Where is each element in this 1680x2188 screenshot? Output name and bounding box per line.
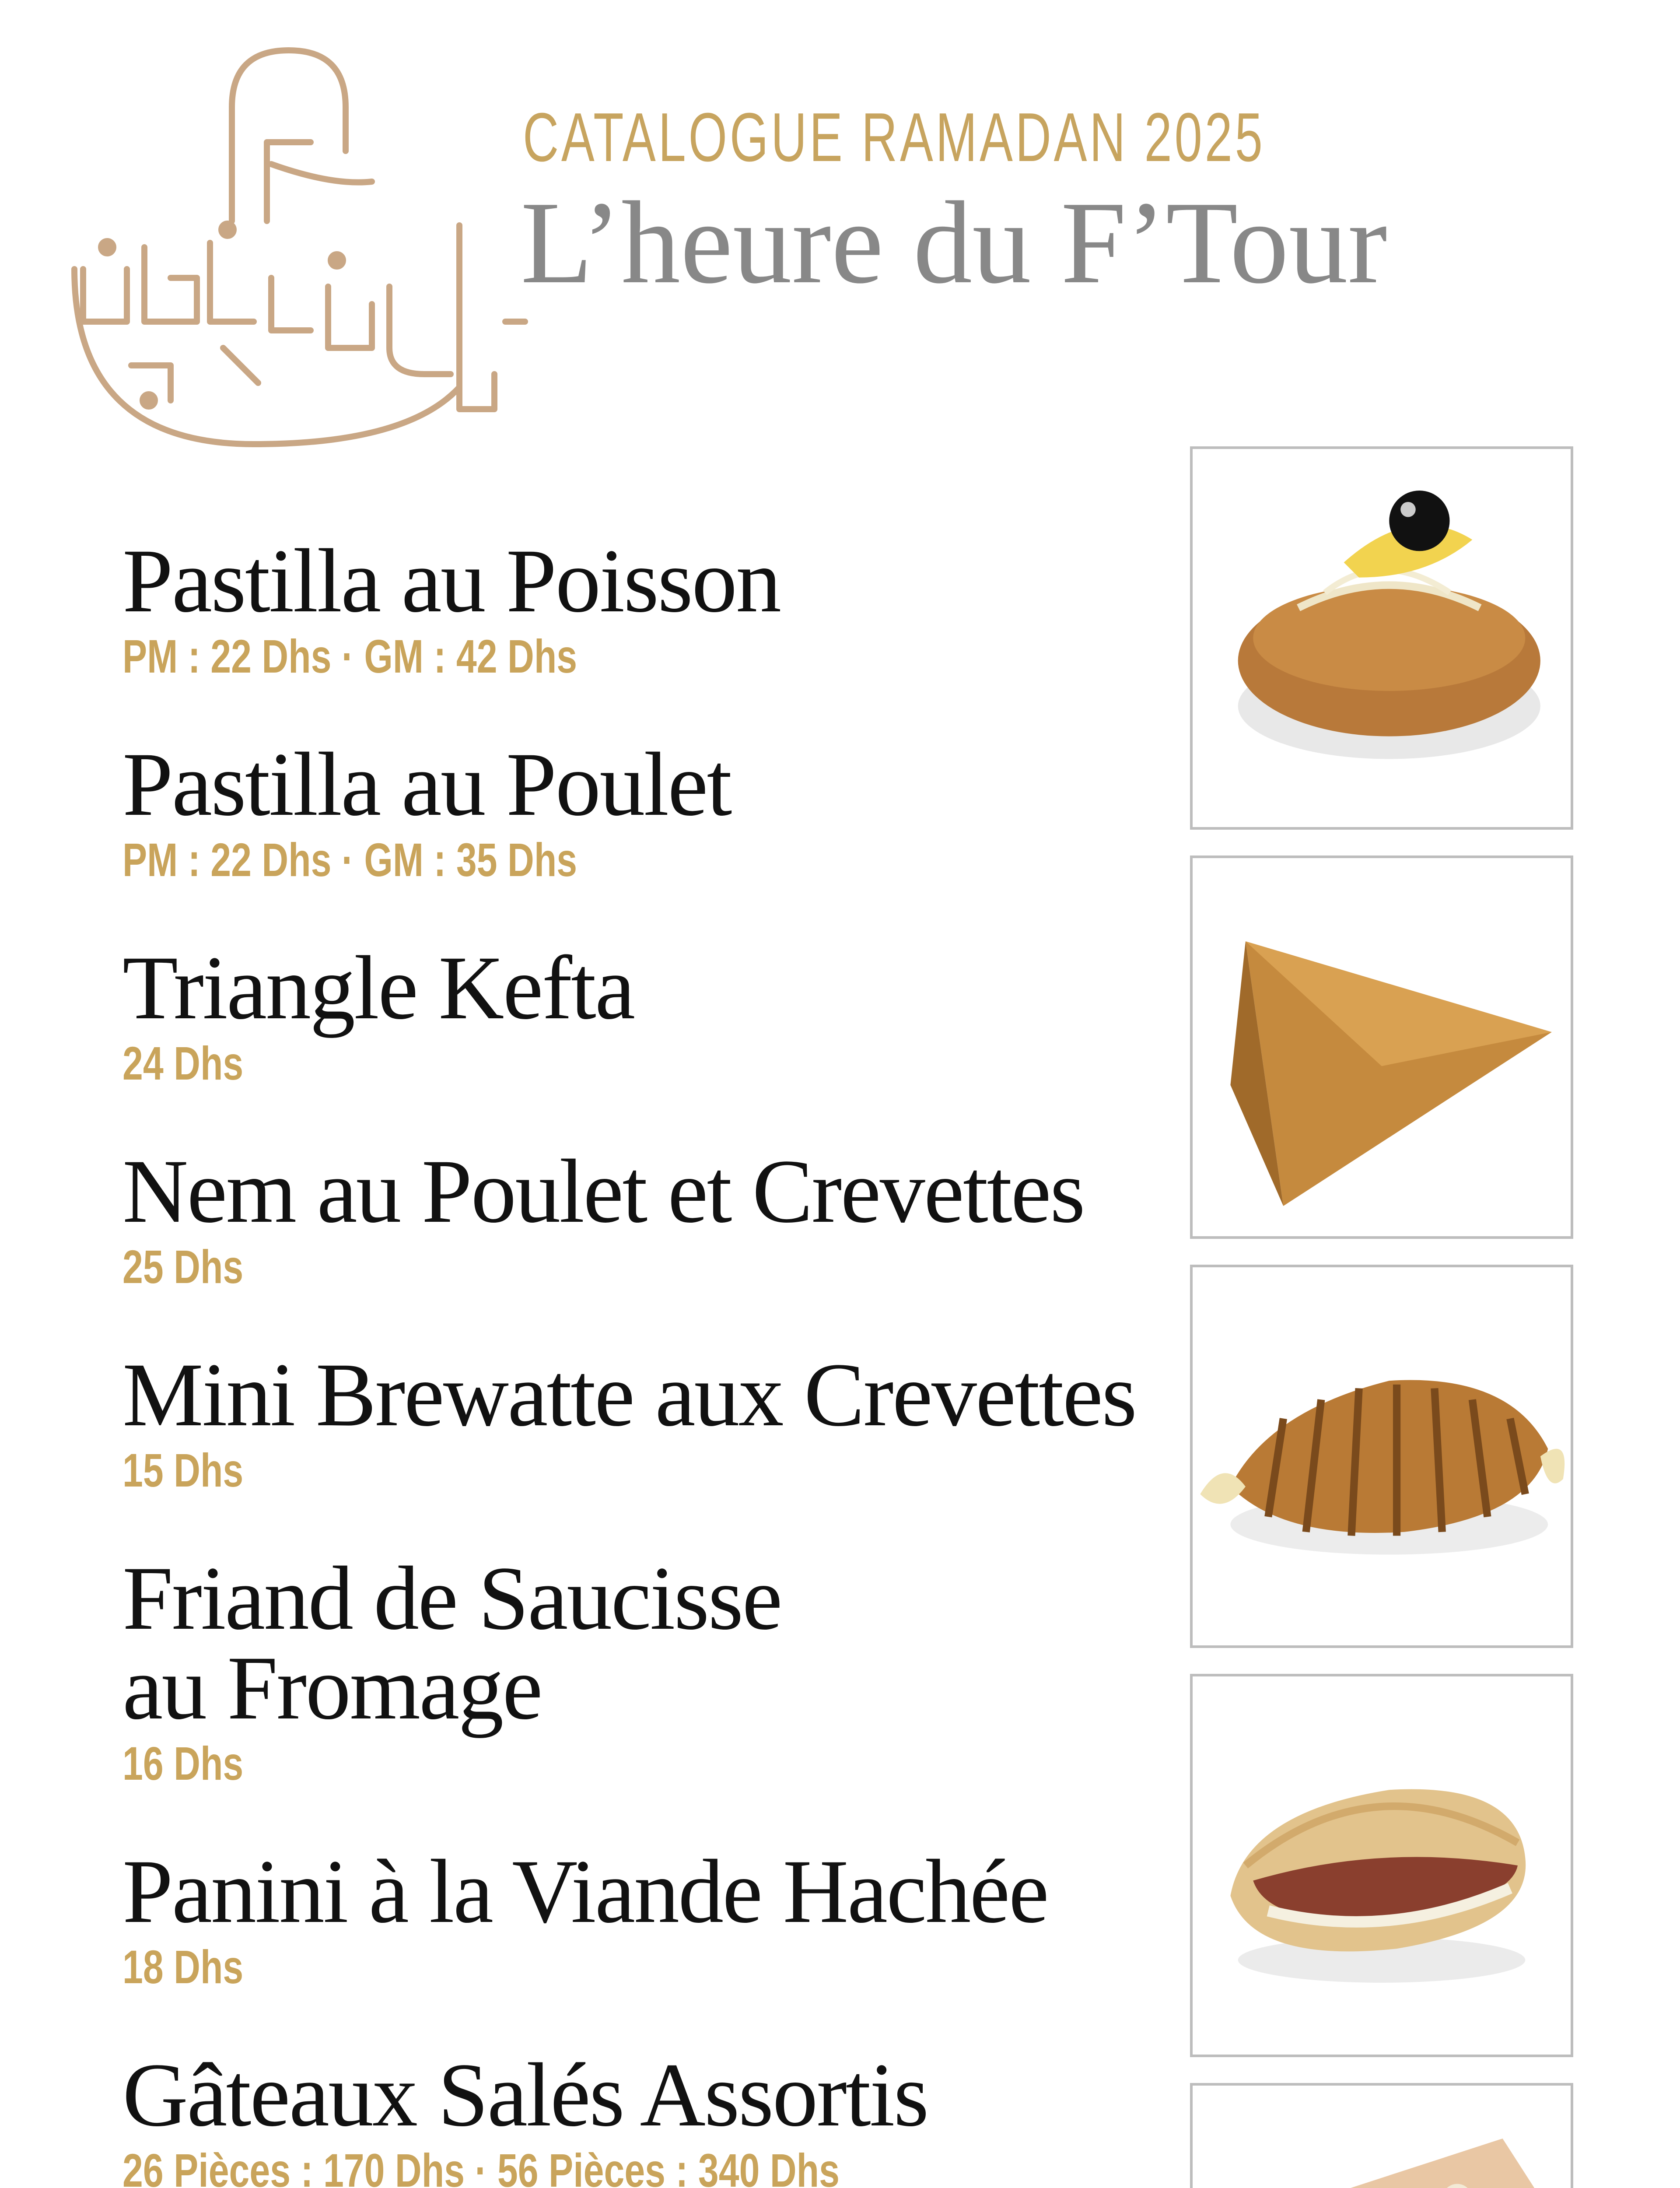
item-price: PM : 22 Dhs · GM : 35 Dhs	[122, 833, 578, 886]
catalogue-title: CATALOGUE RAMADAN 2025	[523, 99, 1265, 176]
menu-item	[122, 1548, 1164, 1790]
item-price: 18 Dhs	[122, 1940, 244, 1993]
page-subtitle: L’heure du F’Tour	[521, 177, 1387, 308]
panini-photo	[1190, 1674, 1573, 2057]
triangle-kefta-photo	[1190, 856, 1573, 1239]
pastilla-photo	[1190, 446, 1573, 830]
menu-item	[122, 1141, 1164, 1293]
item-name: Pastilla au Poisson	[122, 530, 780, 631]
item-price: 15 Dhs	[122, 1444, 244, 1497]
item-name: Panini à la Viande Hachée	[122, 1841, 1048, 1942]
item-name: Friand de Saucisse au Fromage	[122, 1548, 781, 1738]
menu-item	[122, 530, 1164, 683]
menu-item	[122, 937, 1164, 1090]
ramadan-karim-calligraphy-logo	[66, 42, 529, 462]
item-name: Gâteaux Salés Assortis	[122, 2044, 928, 2145]
menu-item	[122, 1344, 1164, 1497]
item-name: Triangle Kefta	[122, 937, 634, 1038]
item-name: Mini Brewatte aux Crevettes	[122, 1344, 1136, 1445]
item-price: 25 Dhs	[122, 1240, 244, 1293]
menu-item	[122, 1841, 1164, 1993]
item-price: 26 Pièces : 170 Dhs · 56 Pièces : 340 Dhs	[122, 2144, 840, 2188]
menu-item	[122, 2044, 1164, 2188]
item-price: 24 Dhs	[122, 1037, 244, 1090]
brewatte-photo	[1190, 1265, 1573, 1648]
item-price: 16 Dhs	[122, 1737, 244, 1790]
item-name: Nem au Poulet et Crevettes	[122, 1141, 1084, 1241]
gateaux-sales-tray-photo	[1190, 2083, 1573, 2188]
menu-item	[122, 734, 1164, 886]
item-name: Pastilla au Poulet	[122, 734, 731, 835]
item-price: PM : 22 Dhs · GM : 42 Dhs	[122, 630, 578, 683]
